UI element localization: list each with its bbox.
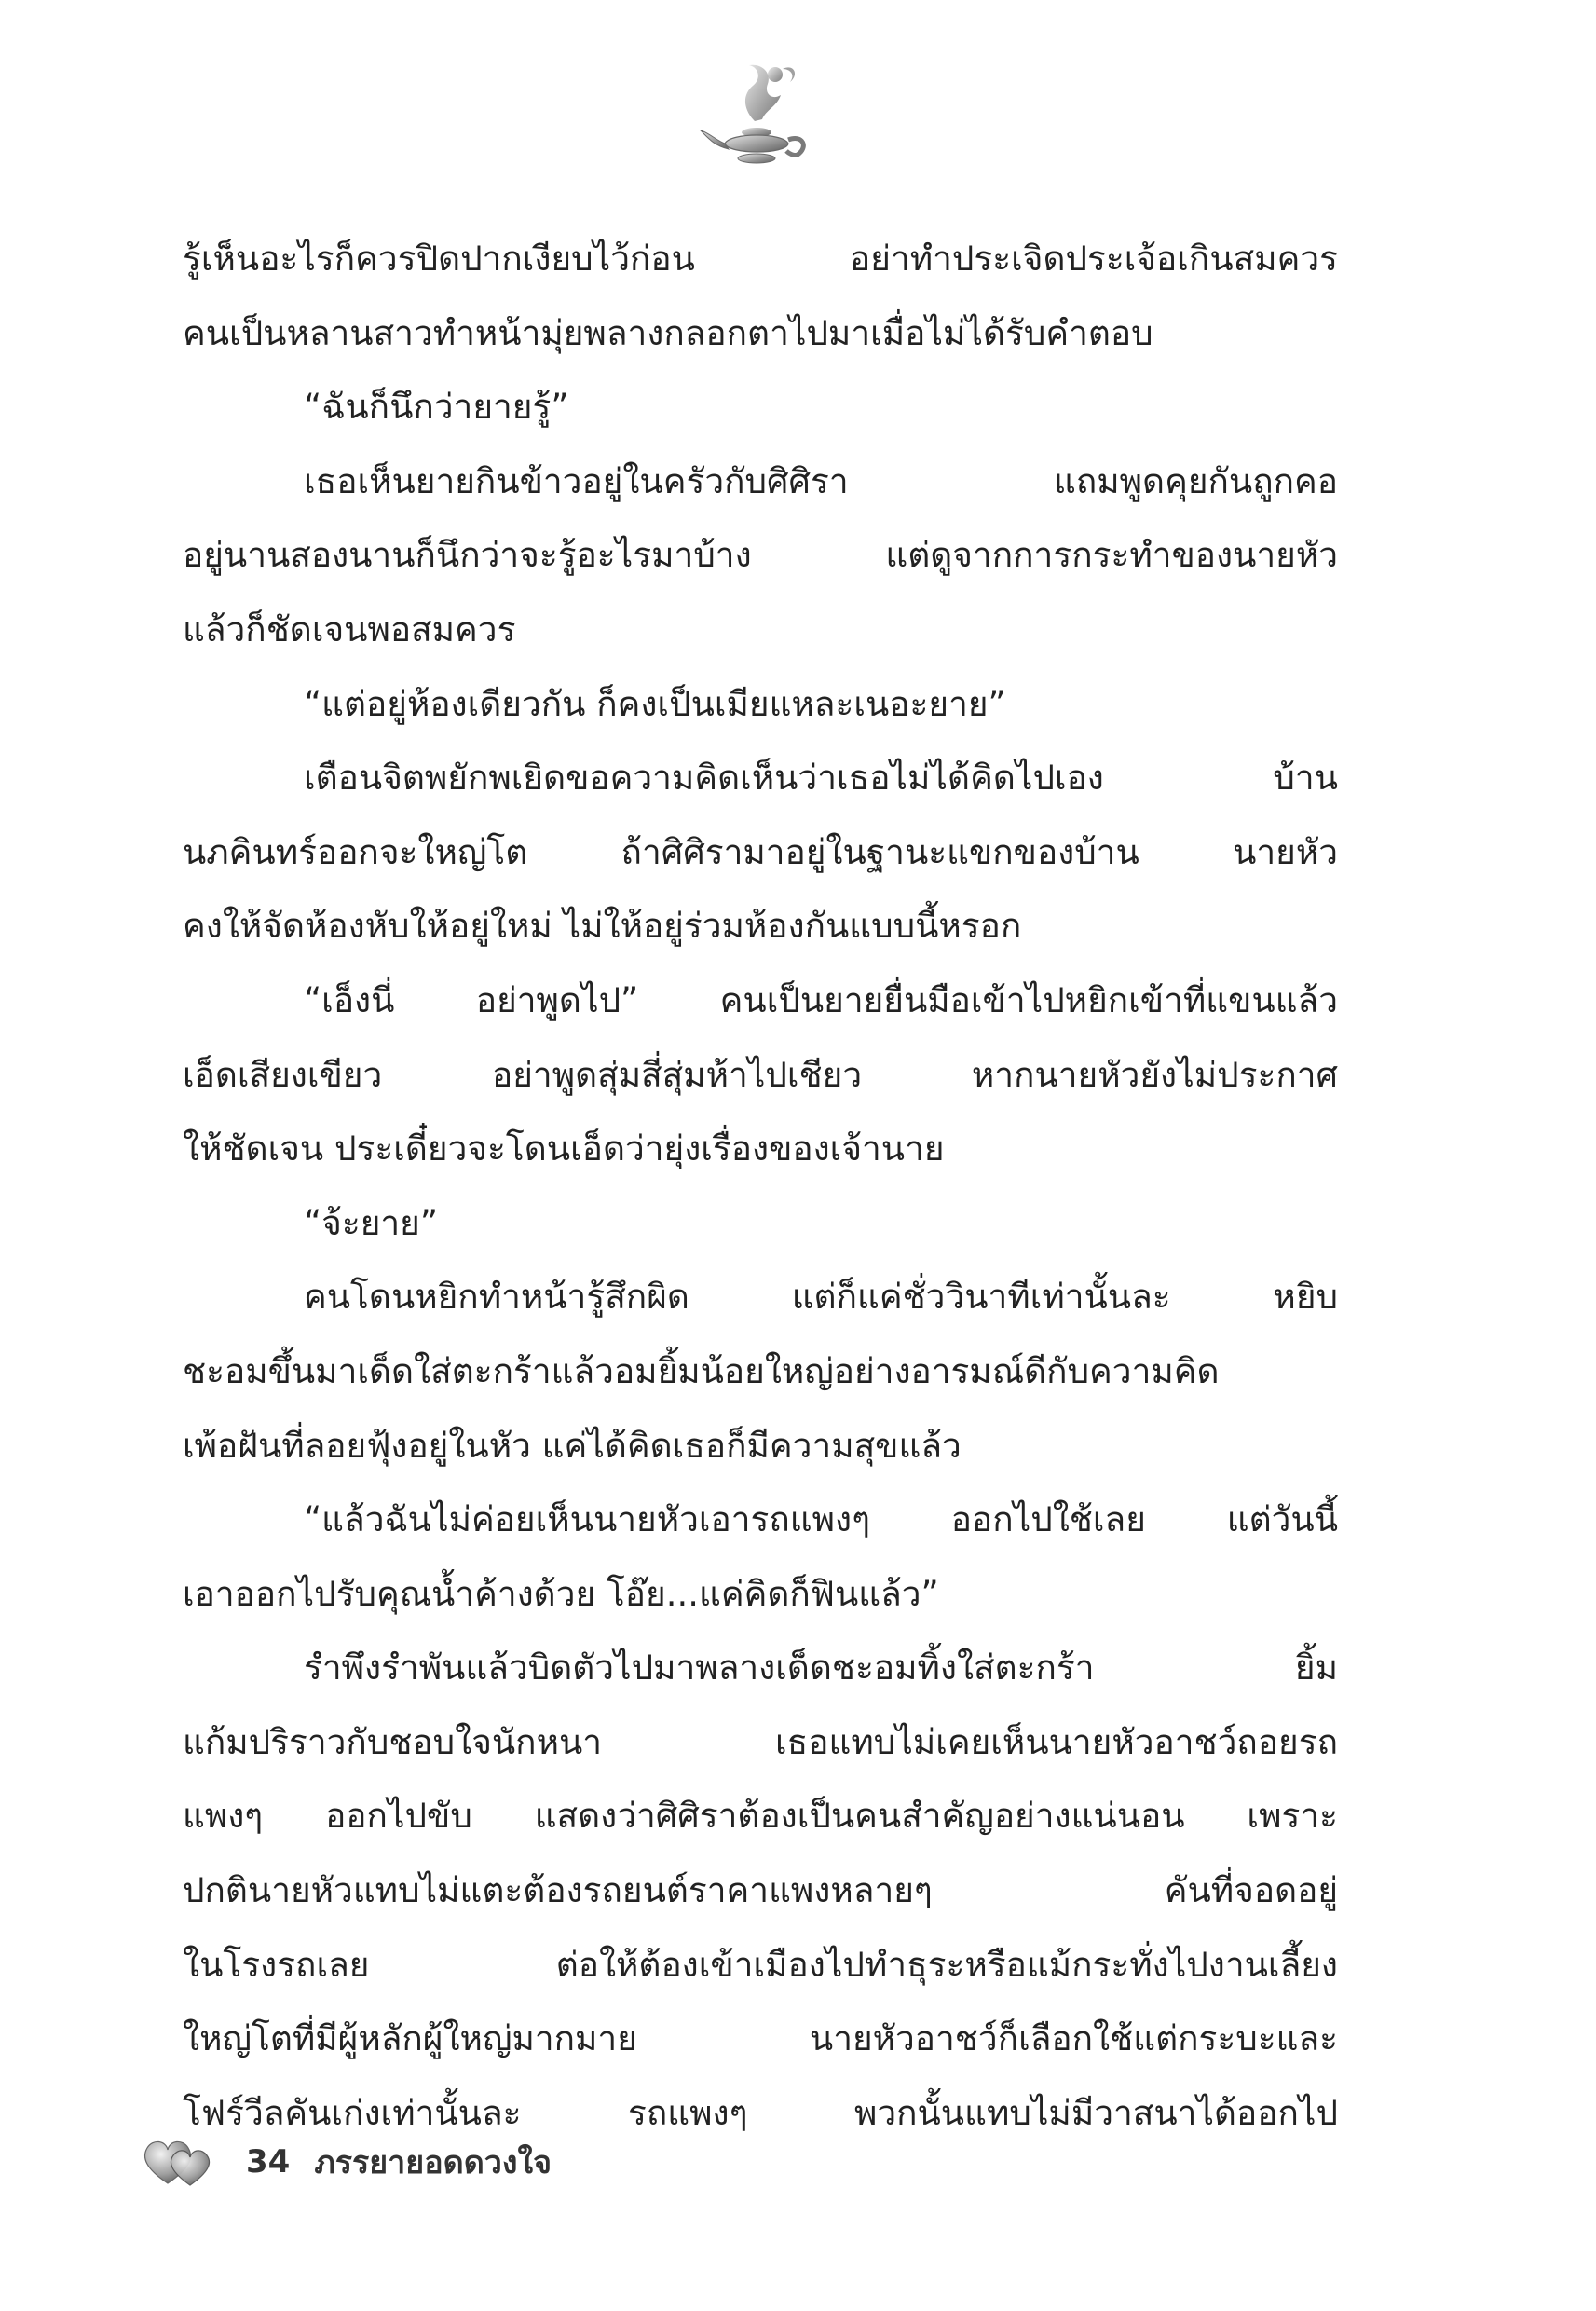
text-line: เอ็ดเสียงเขียว อย่าพูดสุ่มสี่สุ่มห้าไปเชียว หากนายหัวยังไม่ประกาศ (183, 1054, 1338, 1095)
text-line: คนเป็นหลานสาวทำหน้ามุ่ยพลางกลอกตาไปมาเมื่อไม่ได้รับคำตอบ (183, 312, 1153, 353)
text-line: ปกตินายหัวแทบไม่แตะต้องรถยนต์ราคาแพงหลายๆ คันที่จอดอยู่ (183, 1870, 1338, 1911)
text-line: รำพึงรำพันแล้วบิดตัวไปมาพลางเด็ดชะอมทิ้งใส่ตะกร้า ยิ้ม (304, 1648, 1338, 1689)
text-line: “แต่อยู่ห้องเดียวกัน ก็คงเป็นเมียแหละเนอะยาย” (304, 683, 1006, 724)
text-line: นภคินทร์ออกจะใหญ่โต ถ้าศิศิรามาอยู่ในฐานะแขกของบ้าน นายหัว (183, 831, 1338, 872)
text-line: เอาออกไปรับคุณน้ำค้างด้วย โอ๊ย...แค่คิดก็ฟินแล้ว” (183, 1573, 939, 1614)
text-line: เธอเห็นยายกินข้าวอยู่ในครัวกับศิศิรา แถมพูดคุยกันถูกคอ (304, 460, 1338, 501)
text-line: “เอ็งนี่ อย่าพูดไป” คนเป็นยายยื่นมือเข้าไปหยิกเข้าที่แขนแล้ว (304, 979, 1338, 1020)
text-line: ใหญ่โตที่มีผู้หลักผู้ใหญ่มากมาย นายหัวอาชว์ก็เลือกใช้แต่กระบะและ (183, 2018, 1338, 2059)
text-line: เพ้อฝันที่ลอยฟุ้งอยู่ในหัว แค่ได้คิดเธอก็มีความสุขแล้ว (183, 1425, 962, 1466)
text-line: “แล้วฉันไม่ค่อยเห็นนายหัวเอารถแพงๆ ออกไปใช้เลย แต่วันนี้ (304, 1499, 1338, 1540)
page-number: 34 (246, 2143, 291, 2181)
text-line: แล้วก็ชัดเจนพอสมควร (183, 609, 516, 650)
hearts-icon (140, 2135, 216, 2189)
page-footer (140, 2134, 552, 2190)
text-line: อยู่นานสองนานก็นึกว่าจะรู้อะไรมาบ้าง แต่ดูจากการกระทำของนายหัว (183, 535, 1338, 576)
book-title: ภรรยายอดดวงใจ (314, 2144, 552, 2181)
text-line: คงให้จัดห้องหับให้อยู่ใหม่ ไม่ให้อยู่ร่วมห้องกันแบบนี้หรอก (183, 906, 1022, 947)
text-line: ให้ชัดเจน ประเดี๋ยวจะโดนเอ็ดว่ายุ่งเรื่องของเจ้านาย (183, 1128, 945, 1169)
text-line: คนโดนหยิกทำหน้ารู้สึกผิด แต่ก็แค่ชั่ววินาทีเท่านั้นละ หยิบ (304, 1277, 1338, 1318)
text-line: รู้เห็นอะไรก็ควรปิดปากเงียบไว้ก่อน อย่าทำประเจิดประเจ้อเกินสมควร (183, 239, 1338, 279)
body-text (183, 222, 1338, 2150)
text-line: “จ้ะยาย” (304, 1202, 439, 1243)
genie-lamp-icon (697, 54, 818, 175)
text-line: เตือนจิตพยักพเยิดขอความคิดเห็นว่าเธอไม่ได้คิดไปเอง บ้าน (304, 758, 1338, 799)
text-line: ชะอมขึ้นมาเด็ดใส่ตะกร้าแล้วอมยิ้มน้อยใหญ่อย่างอารมณ์ดีกับความคิด (183, 1350, 1220, 1391)
text-line: โฟร์วีลคันเก่งเท่านั้นละ รถแพงๆ พวกนั้นแทบไม่มีวาสนาได้ออกไป (183, 2092, 1338, 2133)
text-line: ในโรงรถเลย ต่อให้ต้องเข้าเมืองไปทำธุระหรือแม้กระทั่งไปงานเลี้ยง (183, 1944, 1338, 1985)
text-line: แพงๆ ออกไปขับ แสดงว่าศิศิราต้องเป็นคนสำคัญอย่างแน่นอน เพราะ (183, 1796, 1338, 1837)
text-line: “ฉันก็นึกว่ายายรู้” (304, 387, 569, 428)
text-line: แก้มปริราวกับชอบใจนักหนา เธอแทบไม่เคยเห็นนายหัวอาชว์ถอยรถ (183, 1721, 1338, 1762)
